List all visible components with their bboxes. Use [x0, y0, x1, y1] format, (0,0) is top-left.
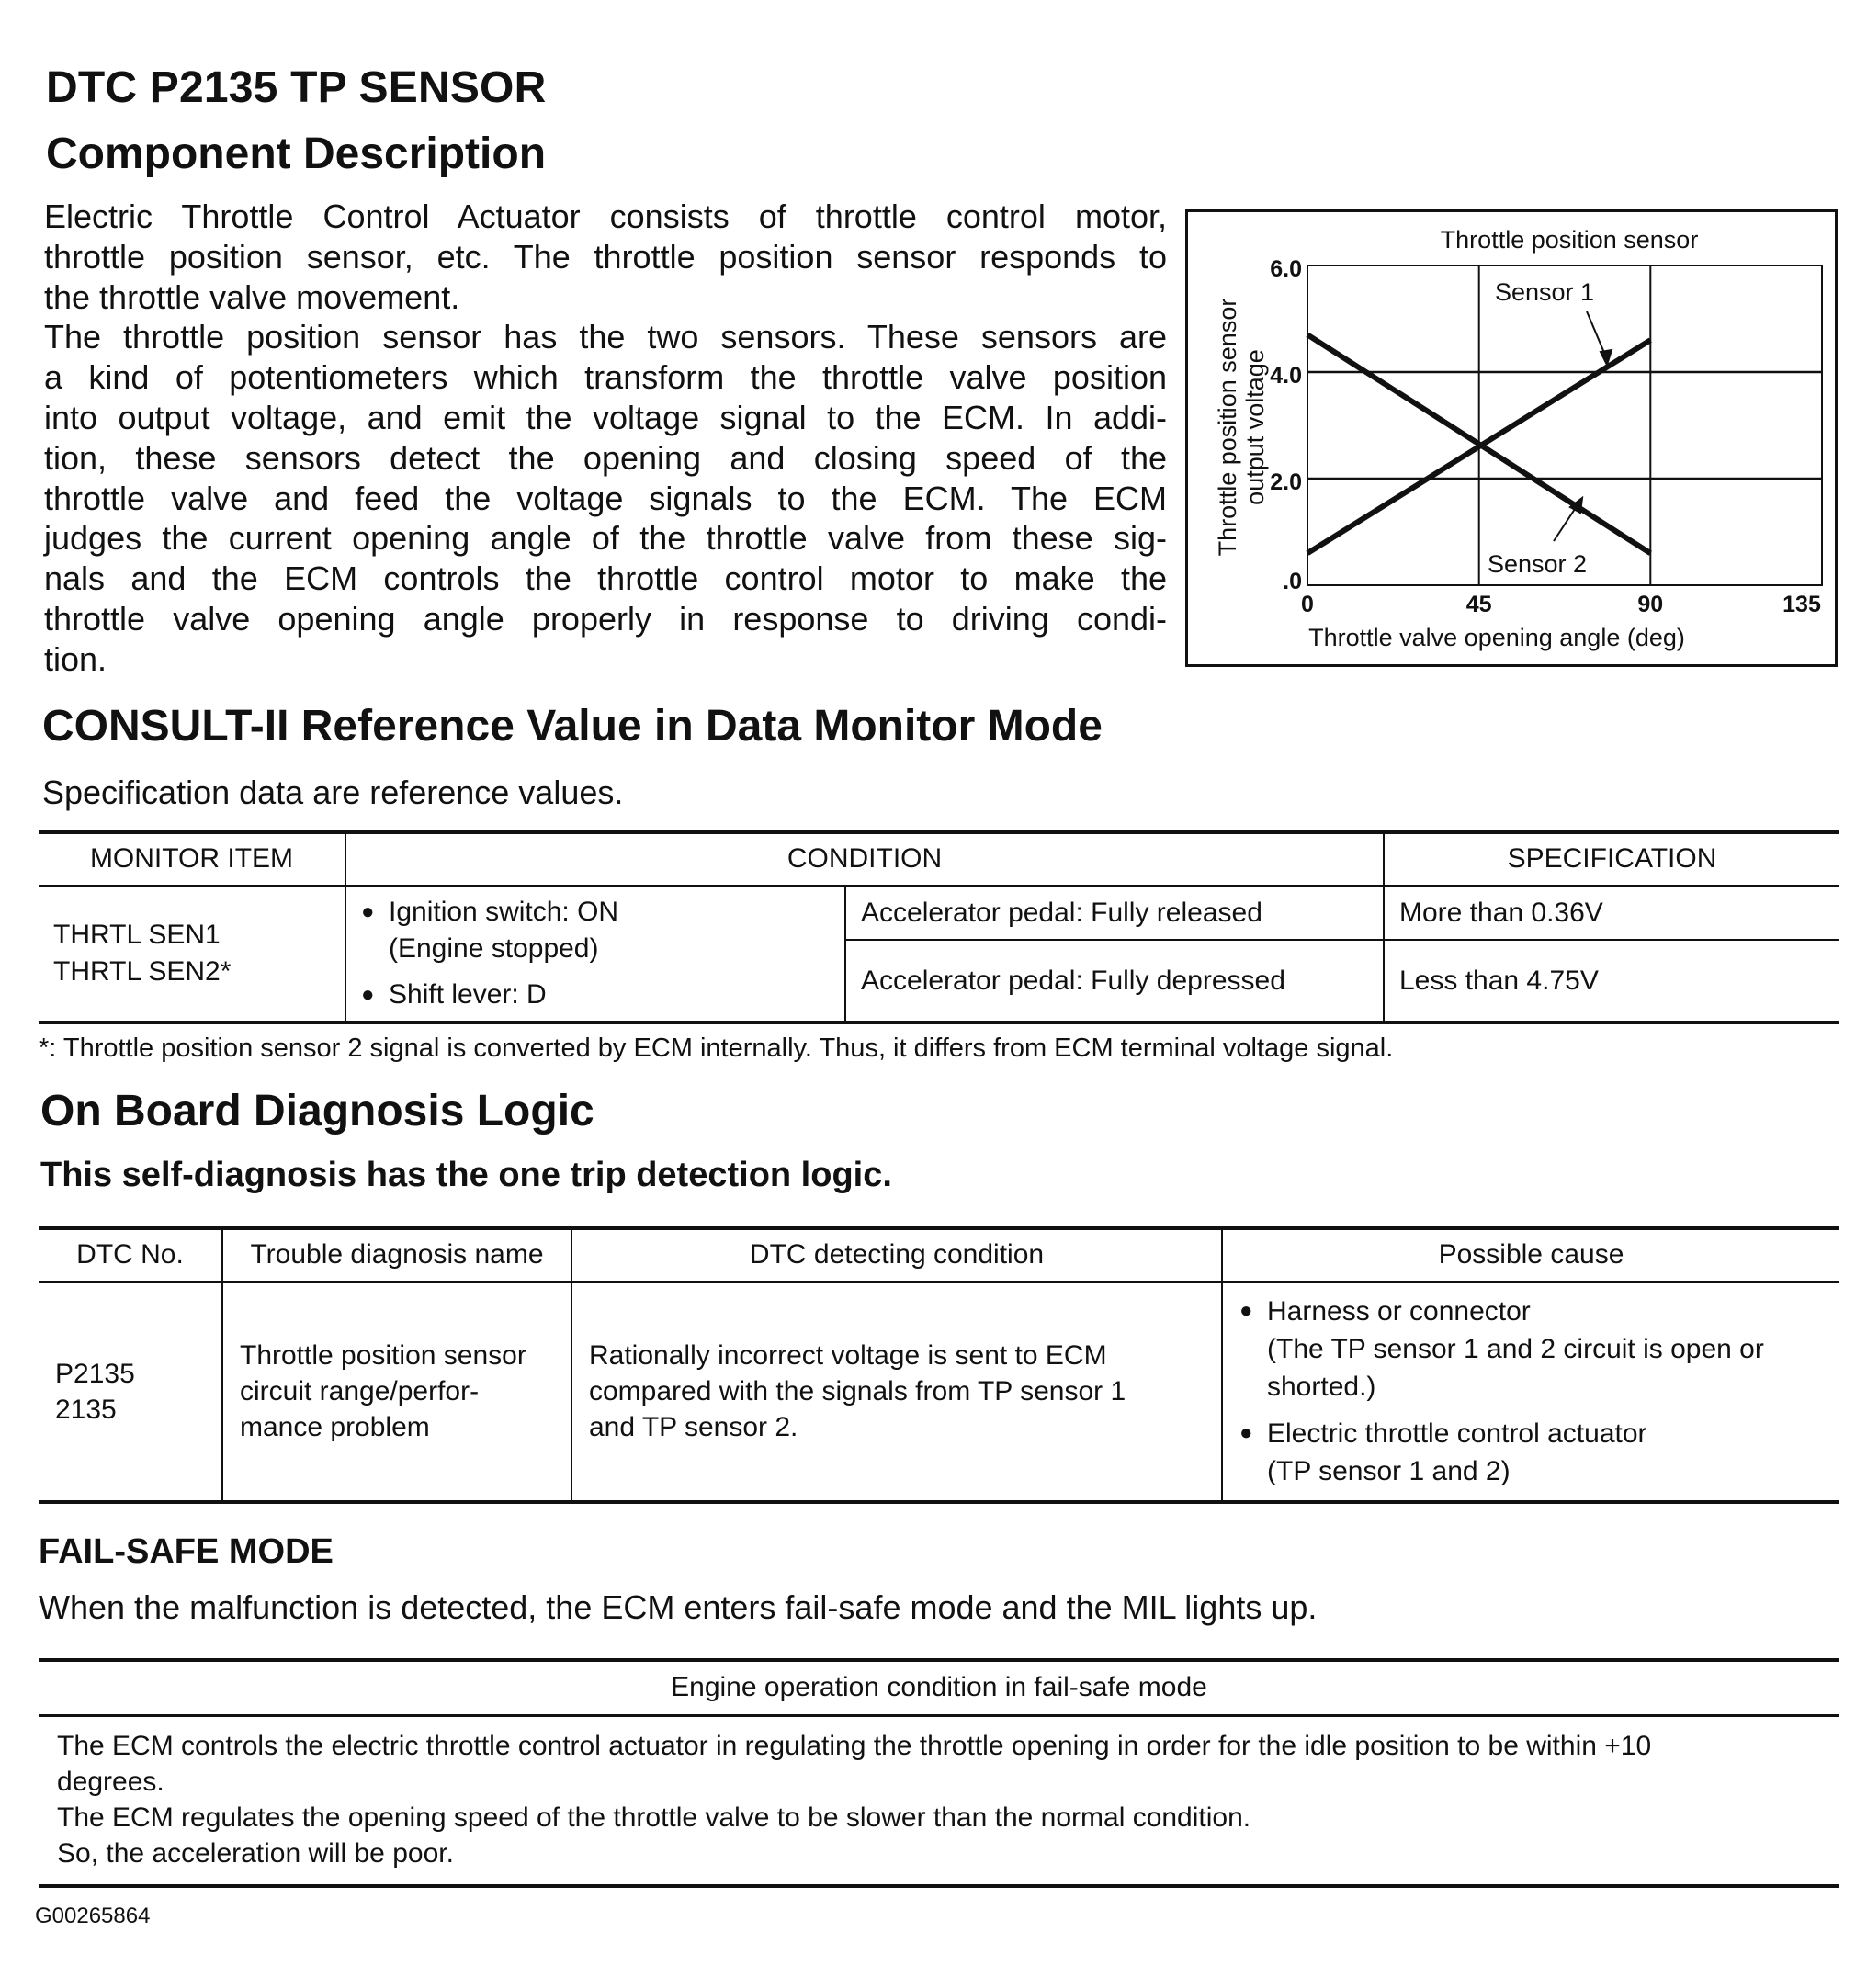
section-heading-failsafe: FAIL-SAFE MODE — [39, 1532, 334, 1571]
dtc-code: P2135 — [55, 1358, 135, 1389]
pedal-condition: Accelerator pedal: Fully released — [845, 886, 1384, 940]
cause-label: Electric throttle control actuator — [1267, 1418, 1647, 1450]
page-title: DTC P2135 TP SENSOR — [46, 63, 547, 112]
failsafe-line: The ECM regulates the opening speed of the throttle valve to be slower than the normal condition. — [57, 1802, 1251, 1833]
paragraph-line: a kind of potentiometers which transform the throttle valve position — [44, 358, 1167, 397]
monitor-item: THRTL SEN2* — [53, 956, 232, 988]
possible-cause-cell — [1222, 1282, 1839, 1502]
monitor-item-cell — [39, 886, 345, 1022]
paragraph-line: judges the current opening angle of the throttle valve from these sig- — [44, 519, 1167, 558]
x-tick: 0 — [1301, 592, 1314, 617]
bullet-icon: ● — [361, 982, 375, 1008]
col-header-detecting-condition: DTC detecting condition — [571, 1228, 1222, 1282]
paragraph-line: throttle valve opening angle properly in response to driving condi- — [44, 599, 1167, 638]
condition-bullet: Shift lever: D — [389, 979, 547, 1011]
condition-line: compared with the signals from TP sensor 1 — [589, 1376, 1126, 1407]
failsafe-table-header: Engine operation condition in fail-safe mode — [39, 1660, 1839, 1715]
failsafe-line: degrees. — [57, 1766, 164, 1797]
condition-bullet: Ignition switch: ON — [389, 897, 619, 928]
consult-reference-table — [39, 830, 1839, 1024]
chart-title: Throttle position sensor — [1440, 226, 1699, 254]
x-tick: 90 — [1637, 592, 1664, 617]
failsafe-line: So, the acceleration will be poor. — [57, 1837, 454, 1869]
y-tick: .0 — [1283, 569, 1302, 594]
paragraph-line: Electric Throttle Control Actuator consists of throttle control motor, — [44, 198, 1167, 235]
trouble-name-line: circuit range/perfor- — [240, 1376, 480, 1407]
y-tick: 4.0 — [1270, 363, 1302, 389]
paragraph-line: throttle position sensor, etc. The throttle position sensor responds to — [44, 237, 1167, 276]
x-axis-label: Throttle valve opening angle (deg) — [1308, 624, 1685, 651]
condition-line: Rationally incorrect voltage is sent to ECM — [589, 1340, 1107, 1372]
failsafe-description-cell — [39, 1715, 1839, 1886]
failsafe-table — [39, 1658, 1839, 1888]
y-axis-label-line2: output voltage — [1241, 349, 1269, 505]
throttle-position-sensor-chart — [1185, 209, 1838, 667]
failsafe-line: The ECM controls the electric throttle control actuator in regulating the throttle opening in order for the idle position to be within +10 — [57, 1730, 1652, 1761]
dtc-code: 2135 — [55, 1394, 117, 1425]
col-header-possible-cause: Possible cause — [1222, 1228, 1839, 1282]
col-header-condition: CONDITION — [345, 832, 1384, 886]
paragraph-line: The throttle position sensor has the two sensors. These sensors are — [44, 318, 1167, 356]
cause-detail: shorted.) — [1267, 1372, 1376, 1403]
specification-value: Less than 4.75V — [1399, 965, 1599, 996]
specification-value: More than 0.36V — [1384, 886, 1839, 940]
obd-subtitle: This self-diagnosis has the one trip detection logic. — [40, 1156, 892, 1194]
col-header-trouble-name: Trouble diagnosis name — [222, 1228, 571, 1282]
failsafe-intro: When the malfunction is detected, the ECM enters fail-safe mode and the MIL lights up. — [39, 1588, 1318, 1626]
dtc-no-cell — [39, 1282, 222, 1502]
figure-id: G00265864 — [35, 1903, 151, 1928]
condition-line: and TP sensor 2. — [589, 1412, 798, 1443]
section-heading-component-description: Component Description — [46, 130, 547, 178]
pedal-condition: Accelerator pedal: Fully depressed — [845, 940, 1384, 1022]
monitor-item: THRTL SEN1 — [53, 920, 221, 951]
condition-cell — [345, 886, 845, 1022]
condition-bullet-sub: (Engine stopped) — [389, 933, 599, 965]
trouble-name-line: mance problem — [240, 1412, 430, 1443]
section-heading-consult: CONSULT-II Reference Value in Data Monitor Mode — [42, 702, 1103, 751]
paragraph-line: the throttle valve movement. — [44, 277, 460, 316]
bullet-icon: ● — [1239, 1298, 1253, 1324]
section-heading-obd: On Board Diagnosis Logic — [40, 1087, 594, 1135]
sensor-2-label: Sensor 2 — [1488, 550, 1588, 578]
paragraph-line: tion, these sensors detect the opening and closing speed of the — [44, 438, 1167, 477]
trouble-name-cell — [222, 1282, 571, 1502]
col-header-dtc-no: DTC No. — [39, 1228, 222, 1282]
bullet-icon: ● — [1239, 1420, 1253, 1446]
paragraph-line: tion. — [44, 639, 107, 678]
component-description-paragraph — [44, 197, 1167, 680]
chart-svg — [1188, 212, 1835, 664]
col-header-specification: SPECIFICATION — [1384, 832, 1839, 886]
paragraph-line: nals and the ECM controls the throttle control motor to make the — [44, 559, 1167, 598]
obd-logic-table — [39, 1226, 1839, 1504]
consult-footnote: *: Throttle position sensor 2 signal is converted by ECM internally. Thus, it differs from ECM terminal voltage signal. — [39, 1034, 1394, 1063]
x-tick: 45 — [1465, 592, 1492, 617]
y-tick: 2.0 — [1270, 469, 1302, 495]
paragraph-line: into output voltage, and emit the voltage signal to the ECM. In addi- — [44, 398, 1167, 436]
x-tick: 135 — [1782, 592, 1821, 617]
col-header-monitor-item: MONITOR ITEM — [39, 832, 345, 886]
cause-label: Harness or connector — [1267, 1296, 1531, 1327]
paragraph-line: throttle valve and feed the voltage signals to the ECM. The ECM — [44, 479, 1167, 517]
cause-detail: (The TP sensor 1 and 2 circuit is open or — [1267, 1334, 1764, 1365]
sensor-1-label: Sensor 1 — [1495, 278, 1595, 306]
detecting-condition-cell — [571, 1282, 1222, 1502]
y-axis-label-line1: Throttle position sensor — [1214, 298, 1241, 557]
trouble-name-line: Throttle position sensor — [240, 1340, 526, 1372]
bullet-icon: ● — [361, 899, 375, 925]
consult-subtitle: Specification data are reference values. — [42, 774, 624, 811]
cause-detail: (TP sensor 1 and 2) — [1267, 1456, 1511, 1487]
y-tick: 6.0 — [1270, 256, 1302, 282]
